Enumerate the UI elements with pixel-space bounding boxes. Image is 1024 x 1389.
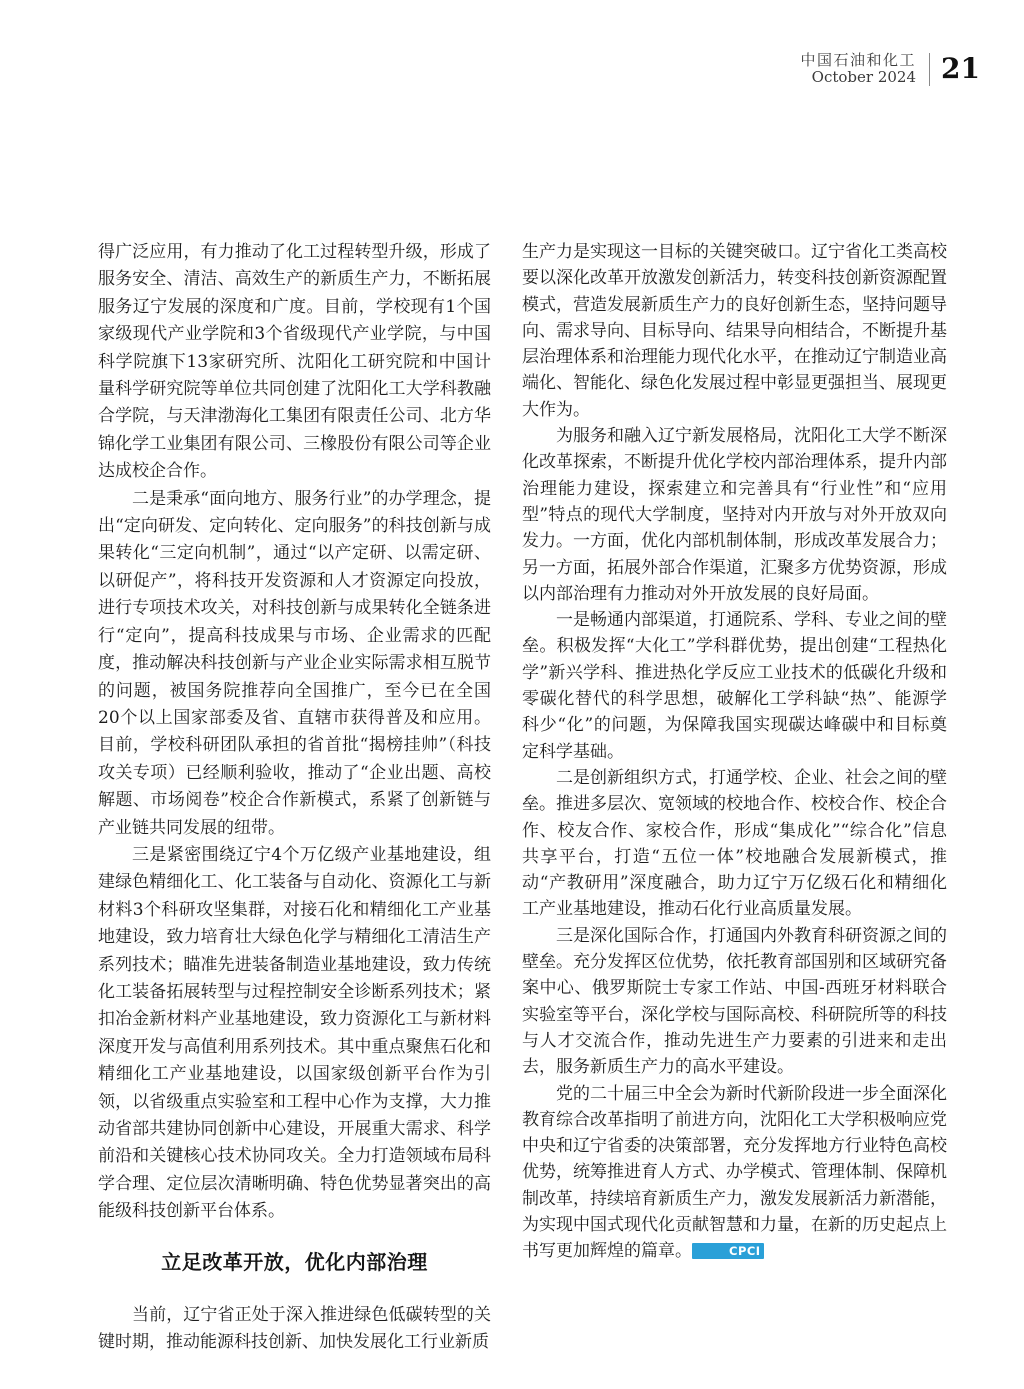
page-header: [801, 52, 980, 86]
paragraph: 二是秉承“面向地方、服务行业”的办学理念，提出“定向研发、定向转化、定向服务”的科技创新与成果转化“三定向机制”，通过“以产定研、以需定研、以研促产”，将科技开发资源和人才资源定向投放，进行专项技术攻关，对科技创新与成果转化全链条进行“定向”，提高科技成果与市场、企业需求的匹配度，推动解决科技创新与产业企业实际需求相互脱节的问题，被国务院推荐向全国推广，至今已在全国20个以上国家部委及省、直辖市获得普及和应用。目前，学校科研团队承担的省首批“揭榜挂帅”（科技攻关专项）已经顺利验收，推动了“企业出题、高校解题、市场阅卷”校企合作新模式，系紧了创新链与产业链共同发展的纽带。: [98, 488, 491, 838]
paragraph-text: 党的二十届三中全会为新时代新阶段进一步全面深化教育综合改革指明了前进方向，沈阳化工大学积极响应党中央和辽宁省委的决策部署，充分发挥地方行业特色高校优势，统筹推进育人方式、办学模式、管理体制、保障机制改革，持续培育新质生产力，激发发展新活力新潜能，为实现中国式现代化贡献智慧和力量，在新的历史起点上书写更加辉煌的篇章。: [522, 1083, 947, 1262]
page-number: 21: [941, 52, 980, 85]
publication-title: 中国石油和化工: [800, 51, 917, 69]
header-divider: [929, 53, 930, 86]
paragraph-last: [522, 1081, 947, 1265]
publication-block: [801, 52, 917, 86]
paragraph: 二是创新组织方式，打通学校、企业、社会之间的壁垒。推进多层次、宽领域的校地合作、校校合作、校企合作、校友合作、家校合作，形成“集成化”“综合化”信息共享平台，打造“五位一体”校地融合发展新模式，推动“产教研用”深度融合，助力辽宁万亿级石化和精细化工产业基地建设，推动石化行业高质量发展。: [522, 767, 947, 920]
paragraph: 当前，辽宁省正处于深入推进绿色低碳转型的关键时期，推动能源科技创新、加快发展化工行业新质: [98, 1305, 491, 1353]
left-text-column: [98, 239, 491, 1357]
paragraph: 三是紧密围绕辽宁4个万亿级产业基地建设，组建绿色精细化工、化工装备与自动化、资源化工与新材料3个科研攻坚集群，对接石化和精细化工产业基地建设，致力培育壮大绿色化学与精细化工清洁生产系列技术；瞄准先进装备制造业基地建设，致力传统化工装备拓展转型与过程控制安全诊断系列技术；紧扣冶金新材料产业基地建设，致力资源化工与新材料深度开发与高值利用系列技术。其中重点聚焦石化和精细化工产业基地建设，以国家级创新平台作为引领，以省级重点实验室和工程中心作为支撑，大力推动省部共建协同创新中心建设，开展重大需求、科学前沿和关键核心技术协同攻关。全力打造领域布局科学合理、定位层次清晰明确、特色优势显著突出的高能级科技创新平台体系。: [98, 844, 491, 1222]
paragraph: 为服务和融入辽宁新发展格局，沈阳化工大学不断深化改革探索，不断提升优化学校内部治理体系，提升内部治理能力建设，探索建立和完善具有“行业性”和“应用型”特点的现代大学制度，坚持对内开放与对外开放双向发力。一方面，优化内部机制体制，形成改革发展合力；另一方面，拓展外部合作渠道，汇聚多方优势资源，形成以内部治理有力推动对外开放发展的良好局面。: [522, 426, 947, 604]
section-heading: 立足改革开放，优化内部治理: [161, 1249, 428, 1274]
right-text-column: [522, 239, 947, 1265]
paragraph-continuation: 得广泛应用，有力推动了化工过程转型升级，形成了服务安全、清洁、高效生产的新质生产力，不断拓展服务辽宁发展的深度和广度。目前，学校现有1个国家级现代产业学院和3个省级现代产业学院，与中国科学院旗下13家研究所、沈阳化工研究院和中国计量科学研究院等单位共同创建了沈阳化工大学科教融合学院，与天津渤海化工集团有限责任公司、北方华锦化学工业集团有限公司、三橡股份有限公司等企业达成校企合作。: [98, 242, 491, 482]
paragraph-continuation: 生产力是实现这一目标的关键突破口。辽宁省化工类高校要以深化改革开放激发创新活力，转变科技创新资源配置模式，营造发展新质生产力的良好创新生态，坚持问题导向、需求导向、目标导向、结果导向相结合，不断提升基层治理体系和治理能力现代化水平，在推动辽宁制造业高端化、智能化、绿色化发展过程中彰显更强担当、展现更大作为。: [522, 242, 947, 420]
end-of-article-cpci-badge: CPCI: [692, 1243, 764, 1259]
paragraph: 一是畅通内部渠道，打通院系、学科、专业之间的壁垒。积极发挥“大化工”学科群优势，提出创建“工程热化学”新兴学科、推进热化学反应工业技术的低碳化升级和零碳化替代的科学思想，破解化工学科缺“热”、能源学科少“化”的问题，为保障我国实现碳达峰碳中和目标奠定科学基础。: [522, 610, 947, 762]
paragraph: 三是深化国际合作，打通国内外教育科研资源之间的壁垒。充分发挥区位优势，依托教育部国别和区域研究备案中心、俄罗斯院士专家工作站、中国-西班牙材料联合实验室等平台，深化学校与国际高校、科研院所等的科技与人才交流合作，推动先进生产力要素的引进来和走出去，服务新质生产力的高水平建设。: [522, 925, 947, 1078]
issue-date: October 2024: [811, 68, 917, 86]
